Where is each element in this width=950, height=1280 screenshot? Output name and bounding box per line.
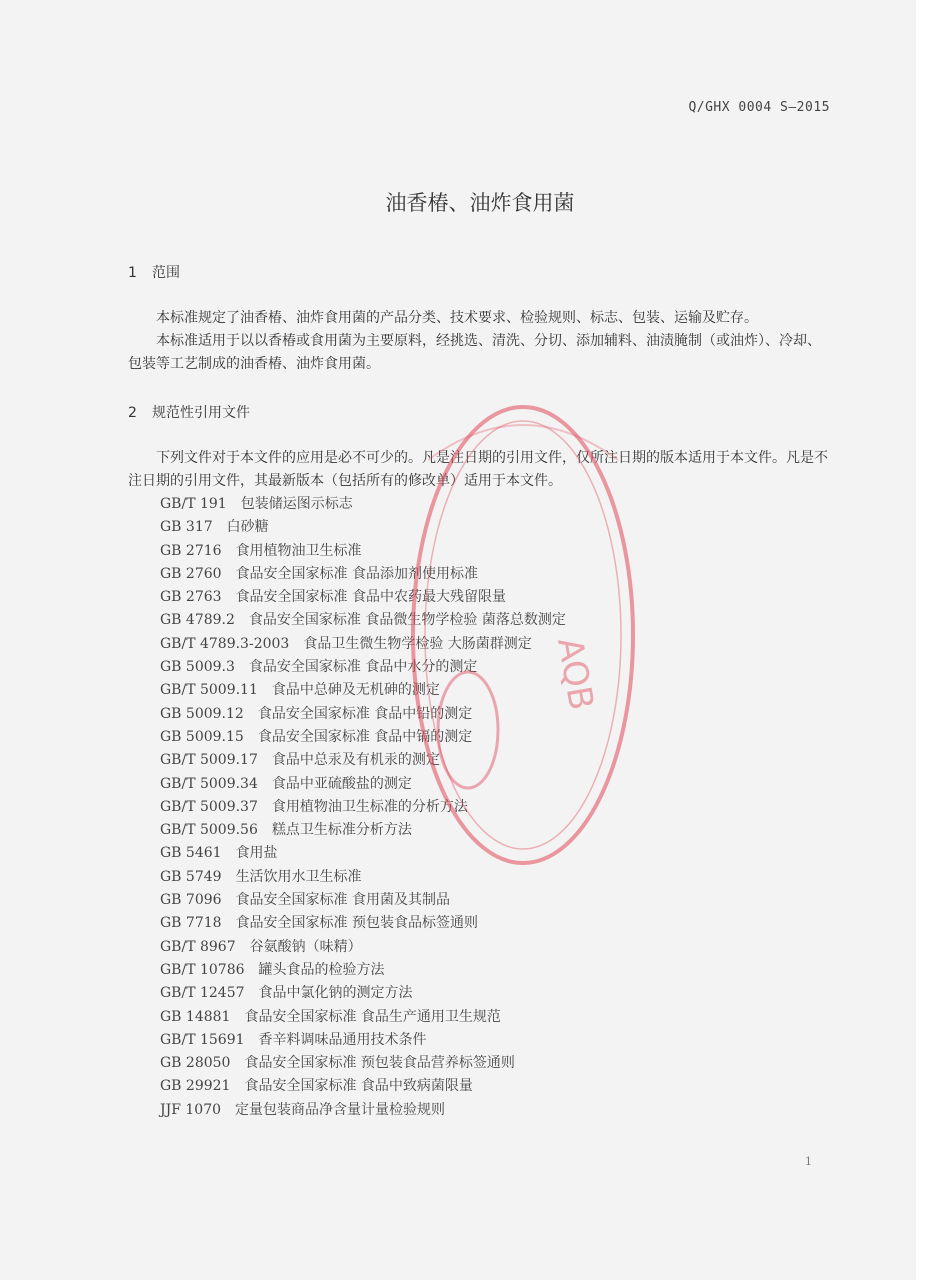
reference-code: GB/T 5009.37 bbox=[160, 798, 258, 815]
reference-code: GB 7718 bbox=[160, 915, 222, 932]
reference-code: GB/T 15691 bbox=[160, 1031, 245, 1048]
reference-code: GB 5749 bbox=[160, 868, 222, 885]
reference-code: GB/T 191 bbox=[160, 496, 227, 512]
reference-code: GB/T 5009.56 bbox=[160, 822, 258, 839]
reference-code: GB 4789.2 bbox=[160, 612, 235, 629]
reference-code: GB/T 5009.11 bbox=[160, 682, 258, 699]
reference-code: GB 14881 bbox=[160, 1008, 231, 1025]
section-title: 规范性引用文件 bbox=[152, 405, 250, 421]
section-2-heading bbox=[128, 402, 250, 422]
reference-code: GB 28050 bbox=[160, 1055, 231, 1072]
section-title: 范围 bbox=[152, 265, 180, 281]
reference-title: 食品安全国家标准 预包装食品标签通则 bbox=[235, 915, 479, 932]
reference-code: GB/T 5009.17 bbox=[160, 752, 258, 769]
reference-item bbox=[160, 563, 566, 586]
reference-title: 食品中总汞及有机汞的测定 bbox=[271, 752, 440, 769]
paragraph: 下列文件对于本文件的应用是必不可少的。凡是注日期的引用文件，仅所注日期的版本适用于本文件。凡是不注日期的引用文件，其最新版本（包括所有的修改单）适用于本文件。 bbox=[128, 450, 828, 489]
reference-code: GB 5009.15 bbox=[160, 728, 244, 745]
reference-item bbox=[160, 540, 566, 563]
reference-title: 食品安全国家标准 食品微生物学检验 菌落总数测定 bbox=[248, 612, 566, 629]
reference-item bbox=[160, 842, 566, 865]
reference-item bbox=[160, 656, 566, 679]
reference-title: 食品安全国家标准 食品添加剂使用标准 bbox=[235, 565, 479, 582]
reference-item bbox=[160, 586, 566, 609]
reference-item bbox=[160, 493, 566, 516]
reference-title: 罐头食品的检验方法 bbox=[258, 961, 385, 978]
reference-title: 食品安全国家标准 食用菌及其制品 bbox=[235, 892, 451, 909]
reference-item bbox=[160, 773, 566, 796]
reference-code: JJF 1070 bbox=[160, 1101, 222, 1118]
section-1-body bbox=[128, 307, 834, 376]
reference-code: GB 2763 bbox=[160, 589, 222, 606]
reference-code: GB/T 8967 bbox=[160, 938, 236, 955]
reference-code: GB/T 10786 bbox=[160, 961, 245, 978]
reference-title: 食品安全国家标准 食品中水分的测定 bbox=[248, 659, 478, 676]
reference-list bbox=[160, 493, 566, 1122]
reference-title: 食品安全国家标准 食品中镉的测定 bbox=[257, 728, 473, 745]
reference-title: 食品安全国家标准 食品中农药最大残留限量 bbox=[235, 589, 507, 606]
reference-item bbox=[160, 889, 566, 912]
reference-title: 食用盐 bbox=[235, 845, 278, 862]
reference-code: GB 317 bbox=[160, 519, 213, 536]
reference-item bbox=[160, 796, 566, 819]
reference-code: GB/T 12457 bbox=[160, 985, 245, 1002]
reference-item bbox=[160, 936, 566, 959]
reference-item bbox=[160, 912, 566, 935]
reference-code: GB 29921 bbox=[160, 1078, 231, 1095]
reference-code: GB 5009.3 bbox=[160, 659, 235, 676]
reference-item bbox=[160, 982, 566, 1005]
reference-title: 白砂糖 bbox=[226, 519, 269, 536]
reference-code: GB 2760 bbox=[160, 565, 222, 582]
reference-code: GB 2716 bbox=[160, 542, 222, 559]
reference-item bbox=[160, 726, 566, 749]
reference-title: 食品中总砷及无机砷的测定 bbox=[271, 682, 440, 699]
reference-item bbox=[160, 1006, 566, 1029]
reference-item bbox=[160, 749, 566, 772]
reference-title: 香辛料调味品通用技术条件 bbox=[258, 1031, 427, 1048]
reference-code: GB/T 4789.3-2003 bbox=[160, 635, 290, 652]
reference-item bbox=[160, 679, 566, 702]
reference-item bbox=[160, 609, 566, 632]
reference-title: 糕点卫生标准分析方法 bbox=[271, 822, 412, 839]
page-number: 1 bbox=[805, 1155, 812, 1168]
reference-item bbox=[160, 959, 566, 982]
reference-item bbox=[160, 633, 566, 656]
paragraph: 本标准规定了油香椿、油炸食用菌的产品分类、技术要求、检验规则、标志、包装、运输及贮存。 bbox=[156, 310, 758, 326]
reference-title: 食品安全国家标准 预包装食品营养标签通则 bbox=[244, 1055, 515, 1072]
section-number: 1 bbox=[128, 265, 137, 281]
section-1-heading bbox=[128, 262, 180, 282]
paragraph: 本标准适用于以以香椿或食用菌为主要原料，经挑选、清洗、分切、添加辅料、油渍腌制（或油炸）、冷却、包装等工艺制成的油香椿、油炸食用菌。 bbox=[128, 333, 821, 372]
reference-item bbox=[160, 1075, 566, 1098]
reference-item bbox=[160, 1099, 566, 1122]
reference-item bbox=[160, 1029, 566, 1052]
reference-title: 谷氨酸钠（味精） bbox=[249, 938, 362, 955]
reference-code: GB 7096 bbox=[160, 892, 222, 909]
reference-title: 食品安全国家标准 食品中致病菌限量 bbox=[244, 1078, 473, 1095]
reference-title: 食品中氯化钠的测定方法 bbox=[258, 985, 413, 1002]
reference-title: 食用植物油卫生标准 bbox=[235, 542, 362, 559]
reference-title: 食用植物油卫生标准的分析方法 bbox=[271, 798, 468, 815]
svg-text:AQB: AQB bbox=[549, 634, 602, 714]
reference-title: 定量包装商品净含量计量检验规则 bbox=[235, 1101, 446, 1118]
section-number: 2 bbox=[128, 405, 137, 421]
reference-item bbox=[160, 866, 566, 889]
reference-code: GB 5009.12 bbox=[160, 705, 244, 722]
reference-item bbox=[160, 703, 566, 726]
reference-title: 食品中亚硫酸盐的测定 bbox=[271, 775, 412, 792]
reference-code: GB/T 5009.34 bbox=[160, 775, 258, 792]
reference-title: 食品卫生微生物学检验 大肠菌群测定 bbox=[303, 635, 532, 652]
reference-code: GB 5461 bbox=[160, 845, 222, 862]
reference-title: 生活饮用水卫生标准 bbox=[235, 868, 362, 885]
reference-item bbox=[160, 819, 566, 842]
document-code: Q/GHX 0004 S—2015 bbox=[688, 100, 830, 115]
reference-title: 食品安全国家标准 食品中铅的测定 bbox=[257, 705, 473, 722]
reference-title: 包装储运图示标志 bbox=[240, 496, 353, 512]
reference-item bbox=[160, 1052, 566, 1075]
section-2-body bbox=[128, 447, 834, 493]
reference-item bbox=[160, 516, 566, 539]
reference-title: 食品安全国家标准 食品生产通用卫生规范 bbox=[244, 1008, 501, 1025]
document-title: 油香椿、油炸食用菌 bbox=[385, 191, 575, 215]
